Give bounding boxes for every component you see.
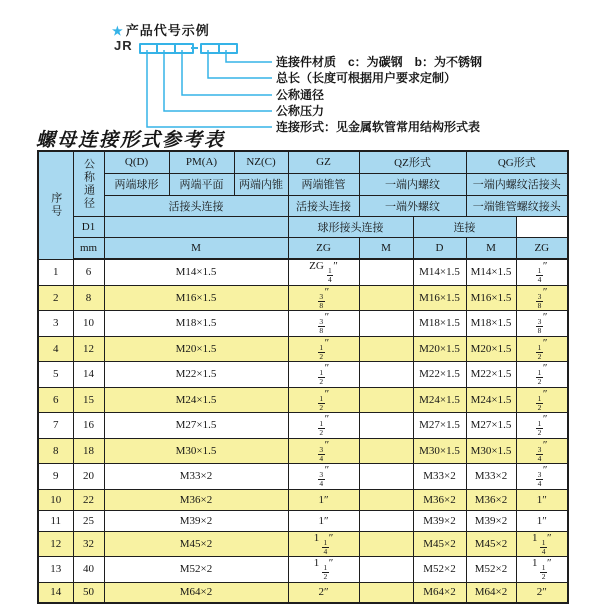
cell-qg-m: M16×1.5 [466, 285, 516, 311]
cell-qg-zg: 1″ [516, 510, 568, 531]
cell-dn: 22 [73, 489, 104, 510]
cell-qz-m [359, 413, 413, 439]
cell-qz-m [359, 285, 413, 311]
header-d1: D1 [73, 216, 104, 237]
cell-qg-zg: $\frac{3}{4}$ ″ [516, 464, 568, 490]
cell-qz-d: M30×1.5 [413, 438, 466, 464]
cell-m: M22×1.5 [104, 362, 288, 388]
cell-qg-m: M18×1.5 [466, 311, 516, 337]
header-col-pm: PM(A) [169, 151, 234, 173]
cell-qz-d: M36×2 [413, 489, 466, 510]
cell-qg-zg: $\frac{1}{2}$ ″ [516, 336, 568, 362]
cell-zg: $\frac{3}{8}$ ″ [288, 285, 359, 311]
cell-seq: 11 [38, 510, 73, 531]
header-sub-qg-m: M [466, 237, 516, 259]
cell-qg-zg: $\frac{1}{2}$ ″ [516, 387, 568, 413]
cell-seq: 3 [38, 311, 73, 337]
cell-zg: $\frac{3}{4}$ ″ [288, 464, 359, 490]
header-qz-r3: 一端外螺纹 [359, 195, 466, 216]
cell-qz-m [359, 311, 413, 337]
header-seq: 序号 [38, 151, 73, 259]
cell-qz-d: M14×1.5 [413, 259, 466, 285]
cell-qg-m: M64×2 [466, 582, 516, 603]
cell-zg: $\frac{1}{2}$ ″ [288, 387, 359, 413]
table-row [38, 438, 568, 464]
header-gz-r3: 活接头连接 [288, 195, 359, 216]
header-col-qz: QZ形式 [359, 151, 466, 173]
connector-line [226, 50, 272, 62]
cell-qg-zg: 2″ [516, 582, 568, 603]
label-diameter: 公称通径 [276, 88, 325, 102]
header-q-sub: 两端球形 [104, 173, 169, 195]
connector-line [164, 50, 272, 111]
cell-seq: 13 [38, 557, 73, 583]
cell-qg-m: M14×1.5 [466, 259, 516, 285]
header-sub-qg-zg: ZG [516, 237, 568, 259]
cell-seq: 4 [38, 336, 73, 362]
table-row [38, 557, 568, 583]
table-row [38, 336, 568, 362]
cell-zg: 1″ [288, 489, 359, 510]
cell-qg-zg: 1 $\frac{1}{4}$ ″ [516, 531, 568, 557]
cell-qz-m [359, 336, 413, 362]
header-qz-r4: 球形接头连接 [288, 216, 413, 237]
cell-qz-d: M39×2 [413, 510, 466, 531]
header-sub-qz-m: M [359, 237, 413, 259]
cell-zg: 2″ [288, 582, 359, 603]
cell-qg-zg: $\frac{1}{2}$ ″ [516, 413, 568, 439]
cell-seq: 6 [38, 387, 73, 413]
header-qg-r2: 一端内螺纹活接头 [466, 173, 568, 195]
cell-m: M24×1.5 [104, 387, 288, 413]
cell-qg-m: M36×2 [466, 489, 516, 510]
cell-zg: $\frac{1}{2}$ ″ [288, 362, 359, 388]
cell-m: M20×1.5 [104, 336, 288, 362]
nut-connection-reference-table [37, 150, 569, 604]
cell-dn: 14 [73, 362, 104, 388]
cell-m: M14×1.5 [104, 259, 288, 285]
cell-seq: 14 [38, 582, 73, 603]
cell-qz-m [359, 510, 413, 531]
cell-qz-d: M24×1.5 [413, 387, 466, 413]
cell-m: M36×2 [104, 489, 288, 510]
header-sub-zg: ZG [288, 237, 359, 259]
cell-m: M64×2 [104, 582, 288, 603]
cell-qz-d: M27×1.5 [413, 413, 466, 439]
cell-seq: 9 [38, 464, 73, 490]
cell-dn: 15 [73, 387, 104, 413]
connector-line [182, 50, 272, 95]
cell-dn: 12 [73, 336, 104, 362]
cell-zg: 1 $\frac{1}{4}$ ″ [288, 531, 359, 557]
diagram-title-text: 产品代号示例 [125, 23, 210, 38]
cell-qz-m [359, 489, 413, 510]
cell-dn: 10 [73, 311, 104, 337]
cell-qz-m [359, 557, 413, 583]
header-nz-sub: 两端内锥 [234, 173, 288, 195]
table-row [38, 531, 568, 557]
cell-qg-m: M30×1.5 [466, 438, 516, 464]
cell-zg: 1″ [288, 510, 359, 531]
header-empty-left [104, 216, 288, 237]
cell-qg-zg: $\frac{1}{2}$ ″ [516, 362, 568, 388]
label-material: 连接件材质 c：为碳钢 b：为不锈钢 [276, 55, 483, 69]
cell-zg: 1 $\frac{1}{2}$ ″ [288, 557, 359, 583]
table-body [38, 259, 568, 603]
header-col-q: Q(D) [104, 151, 169, 173]
cell-seq: 7 [38, 413, 73, 439]
cell-qg-m: M52×2 [466, 557, 516, 583]
cell-dn: 8 [73, 285, 104, 311]
table-row [38, 464, 568, 490]
table-row [38, 311, 568, 337]
table-row [38, 285, 568, 311]
cell-qz-d: M64×2 [413, 582, 466, 603]
cell-qg-m: M45×2 [466, 531, 516, 557]
cell-m: M39×2 [104, 510, 288, 531]
cell-dn: 20 [73, 464, 104, 490]
table-row [38, 387, 568, 413]
table-row [38, 489, 568, 510]
header-gz-sub: 两端锥管 [288, 173, 359, 195]
cell-m: M45×2 [104, 531, 288, 557]
label-connection: 连接形式：见金属软管常用结构形式表 [276, 120, 481, 134]
cell-seq: 5 [38, 362, 73, 388]
cell-dn: 32 [73, 531, 104, 557]
cell-zg: $\frac{3}{8}$ ″ [288, 311, 359, 337]
cell-zg: $\frac{1}{2}$ ″ [288, 336, 359, 362]
header-col-qg: QG形式 [466, 151, 568, 173]
cell-seq: 8 [38, 438, 73, 464]
cell-zg: $\frac{1}{2}$ ″ [288, 413, 359, 439]
table-header [38, 151, 568, 259]
cell-zg: ZG $\frac{1}{4}$ ″ [288, 259, 359, 285]
header-mm: mm [73, 237, 104, 259]
cell-seq: 2 [38, 285, 73, 311]
cell-dn: 16 [73, 413, 104, 439]
cell-qg-zg: $\frac{3}{8}$ ″ [516, 285, 568, 311]
label-pressure: 公称压力 [276, 104, 325, 118]
cell-m: M33×2 [104, 464, 288, 490]
cell-qg-zg: $\frac{1}{4}$ ″ [516, 259, 568, 285]
cell-qz-d: M20×1.5 [413, 336, 466, 362]
cell-m: M52×2 [104, 557, 288, 583]
header-left-r3: 活接头连接 [104, 195, 288, 216]
header-col-nz: NZ(C) [234, 151, 288, 173]
cell-qz-d: M52×2 [413, 557, 466, 583]
cell-seq: 1 [38, 259, 73, 285]
header-col-gz: GZ [288, 151, 359, 173]
cell-dn: 50 [73, 582, 104, 603]
table-row [38, 362, 568, 388]
table-row [38, 510, 568, 531]
cell-qz-m [359, 531, 413, 557]
cell-dn: 25 [73, 510, 104, 531]
cell-qg-m: M24×1.5 [466, 387, 516, 413]
star-icon: ★ [112, 24, 124, 38]
cell-qz-m [359, 362, 413, 388]
cell-qg-m: M27×1.5 [466, 413, 516, 439]
cell-qg-zg: 1 $\frac{1}{2}$ ″ [516, 557, 568, 583]
cell-qz-d: M18×1.5 [413, 311, 466, 337]
cell-qz-m [359, 438, 413, 464]
cell-m: M16×1.5 [104, 285, 288, 311]
cell-qz-d: M33×2 [413, 464, 466, 490]
cell-qz-m [359, 582, 413, 603]
cell-qg-zg: $\frac{3}{4}$ ″ [516, 438, 568, 464]
cell-qg-zg: $\frac{3}{8}$ ″ [516, 311, 568, 337]
header-qg-r3: 一端锥管螺纹接头 [466, 195, 568, 216]
cell-qg-m: M39×2 [466, 510, 516, 531]
cell-dn: 18 [73, 438, 104, 464]
header-sub-qz-d: D [413, 237, 466, 259]
cell-qg-m: M33×2 [466, 464, 516, 490]
cell-qz-m [359, 259, 413, 285]
table-row [38, 259, 568, 285]
cell-seq: 10 [38, 489, 73, 510]
cell-qz-d: M45×2 [413, 531, 466, 557]
cell-m: M30×1.5 [104, 438, 288, 464]
product-code-prefix: JR [114, 38, 133, 53]
header-qg-r4: 连接 [413, 216, 516, 237]
cell-dn: 40 [73, 557, 104, 583]
header-qz-r2: 一端内螺纹 [359, 173, 466, 195]
label-length: 总长（长度可根据用户要求定制） [276, 71, 457, 85]
cell-qg-zg: 1″ [516, 489, 568, 510]
table-title: 螺母连接形式参考表 [36, 129, 226, 151]
cell-qz-m [359, 464, 413, 490]
table-row [38, 413, 568, 439]
header-dn: 公称通径 [73, 151, 104, 216]
cell-dn: 6 [73, 259, 104, 285]
cell-seq: 12 [38, 531, 73, 557]
cell-m: M27×1.5 [104, 413, 288, 439]
cell-m: M18×1.5 [104, 311, 288, 337]
cell-qg-m: M20×1.5 [466, 336, 516, 362]
connector-line [208, 50, 272, 78]
header-pm-sub: 两端平面 [169, 173, 234, 195]
table-row [38, 582, 568, 603]
header-sub-m: M [104, 237, 288, 259]
cell-qg-m: M22×1.5 [466, 362, 516, 388]
cell-zg: $\frac{3}{4}$ ″ [288, 438, 359, 464]
cell-qz-d: M16×1.5 [413, 285, 466, 311]
cell-qz-m [359, 387, 413, 413]
cell-qz-d: M22×1.5 [413, 362, 466, 388]
